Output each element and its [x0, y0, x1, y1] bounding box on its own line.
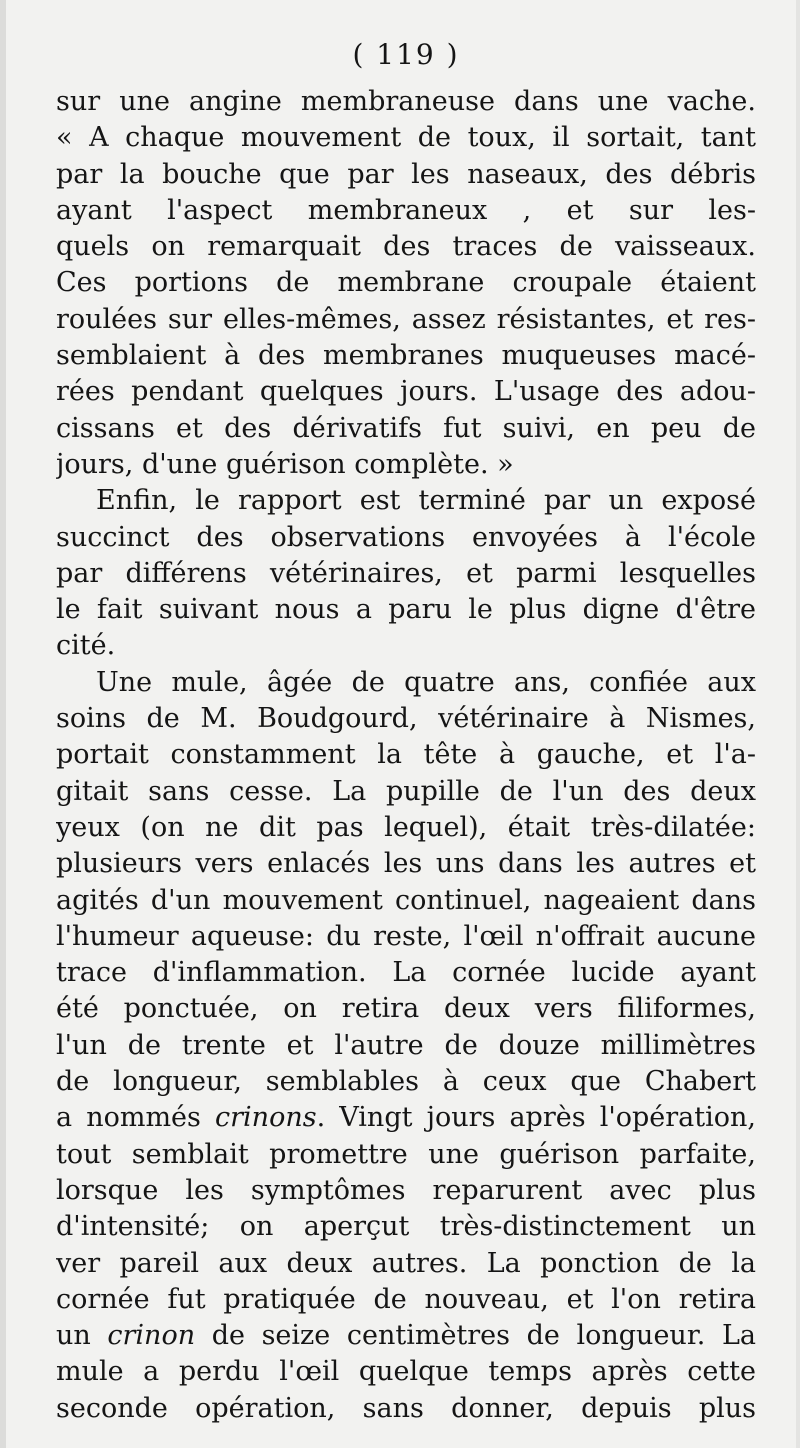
text-line: agités d'un mouvement continuel, nageaient dans [56, 884, 756, 916]
text-line: cornée fut pratiquée de nouveau, et l'on retira [56, 1283, 756, 1315]
text-line: l'humeur aqueuse: du reste, l'œil n'offrait aucune [56, 920, 756, 952]
italic-term: crinon [107, 1320, 196, 1352]
text-line: portait constamment la tête à gauche, et l'a- [56, 739, 756, 771]
text-line: par différens vétérinaires, et parmi lesquelles [56, 557, 756, 589]
text-line: de longueur, semblables à ceux que Chabert [56, 1066, 756, 1098]
text-line: jours, d'une guérison complète. » [56, 448, 514, 480]
text-segment: un [56, 1320, 108, 1352]
text-line: ver pareil aux deux autres. La ponction de la [56, 1247, 756, 1279]
text-line: été ponctuée, on retira deux vers filiformes, [56, 993, 756, 1025]
text-line: succinct des observations envoyées à l'école [56, 521, 756, 553]
text-line: ayant l'aspect membraneux , et sur les- [56, 194, 756, 226]
text-line: d'intensité; on aperçut très-distinctement un [56, 1211, 756, 1243]
text-line: yeux (on ne dit pas lequel), était très-dilatée: [56, 811, 756, 843]
text-line: plusieurs vers enlacés les uns dans les autres et [56, 848, 756, 880]
text-line: par la bouche que par les naseaux, des débris [56, 158, 756, 190]
text-line [56, 1100, 756, 1136]
text-line: « A chaque mouvement de toux, il sortait, tant [56, 122, 756, 154]
text-line: lorsque les symptômes reparurent avec plus [56, 1174, 756, 1206]
italic-term: crinons [215, 1102, 317, 1134]
text-line: cité. [56, 630, 116, 662]
text-line: quels on remarquait des traces de vaisseaux. [56, 231, 756, 263]
text-line: l'un de trente et l'autre de douze millimètres [56, 1029, 756, 1061]
text-line: sur une angine membraneuse dans une vache. [56, 86, 756, 117]
text-segment: a nommés [56, 1102, 216, 1134]
text-line: cissans et des dérivatifs fut suivi, en peu de [56, 412, 756, 444]
page-number: ( 119 ) [352, 38, 460, 71]
text-line: seconde opération, sans donner, depuis plus [56, 1392, 756, 1424]
text-line: tout semblait promettre une guérison parfaite, [56, 1138, 756, 1170]
text-line: mule a perdu l'œil quelque temps après cette [56, 1356, 756, 1388]
text-line: gitait sans cesse. La pupille de l'un des deux [56, 775, 756, 807]
text-line: trace d'inflammation. La cornée lucide ayant [56, 957, 756, 989]
text-line: Ces portions de membrane croupale étaient [56, 267, 756, 299]
text-line: roulées sur elles-mêmes, assez résistantes, et res- [56, 303, 756, 335]
text-segment: . Vingt jours après l'opération, [316, 1102, 756, 1134]
text-line [56, 1318, 756, 1354]
text-segment: de seize centimètres de longueur. La [195, 1320, 756, 1352]
body-text [56, 84, 756, 1427]
text-line: Une mule, âgée de quatre ans, confiée aux [96, 666, 756, 698]
text-line: rées pendant quelques jours. L'usage des adou- [56, 376, 756, 408]
text-line: Enfin, le rapport est terminé par un exposé [96, 485, 756, 517]
text-line: soins de M. Boudgourd, vétérinaire à Nismes, [56, 703, 756, 735]
text-line: semblaient à des membranes muqueuses macé- [56, 340, 756, 372]
text-line: le fait suivant nous a paru le plus digne d'être [56, 594, 756, 626]
